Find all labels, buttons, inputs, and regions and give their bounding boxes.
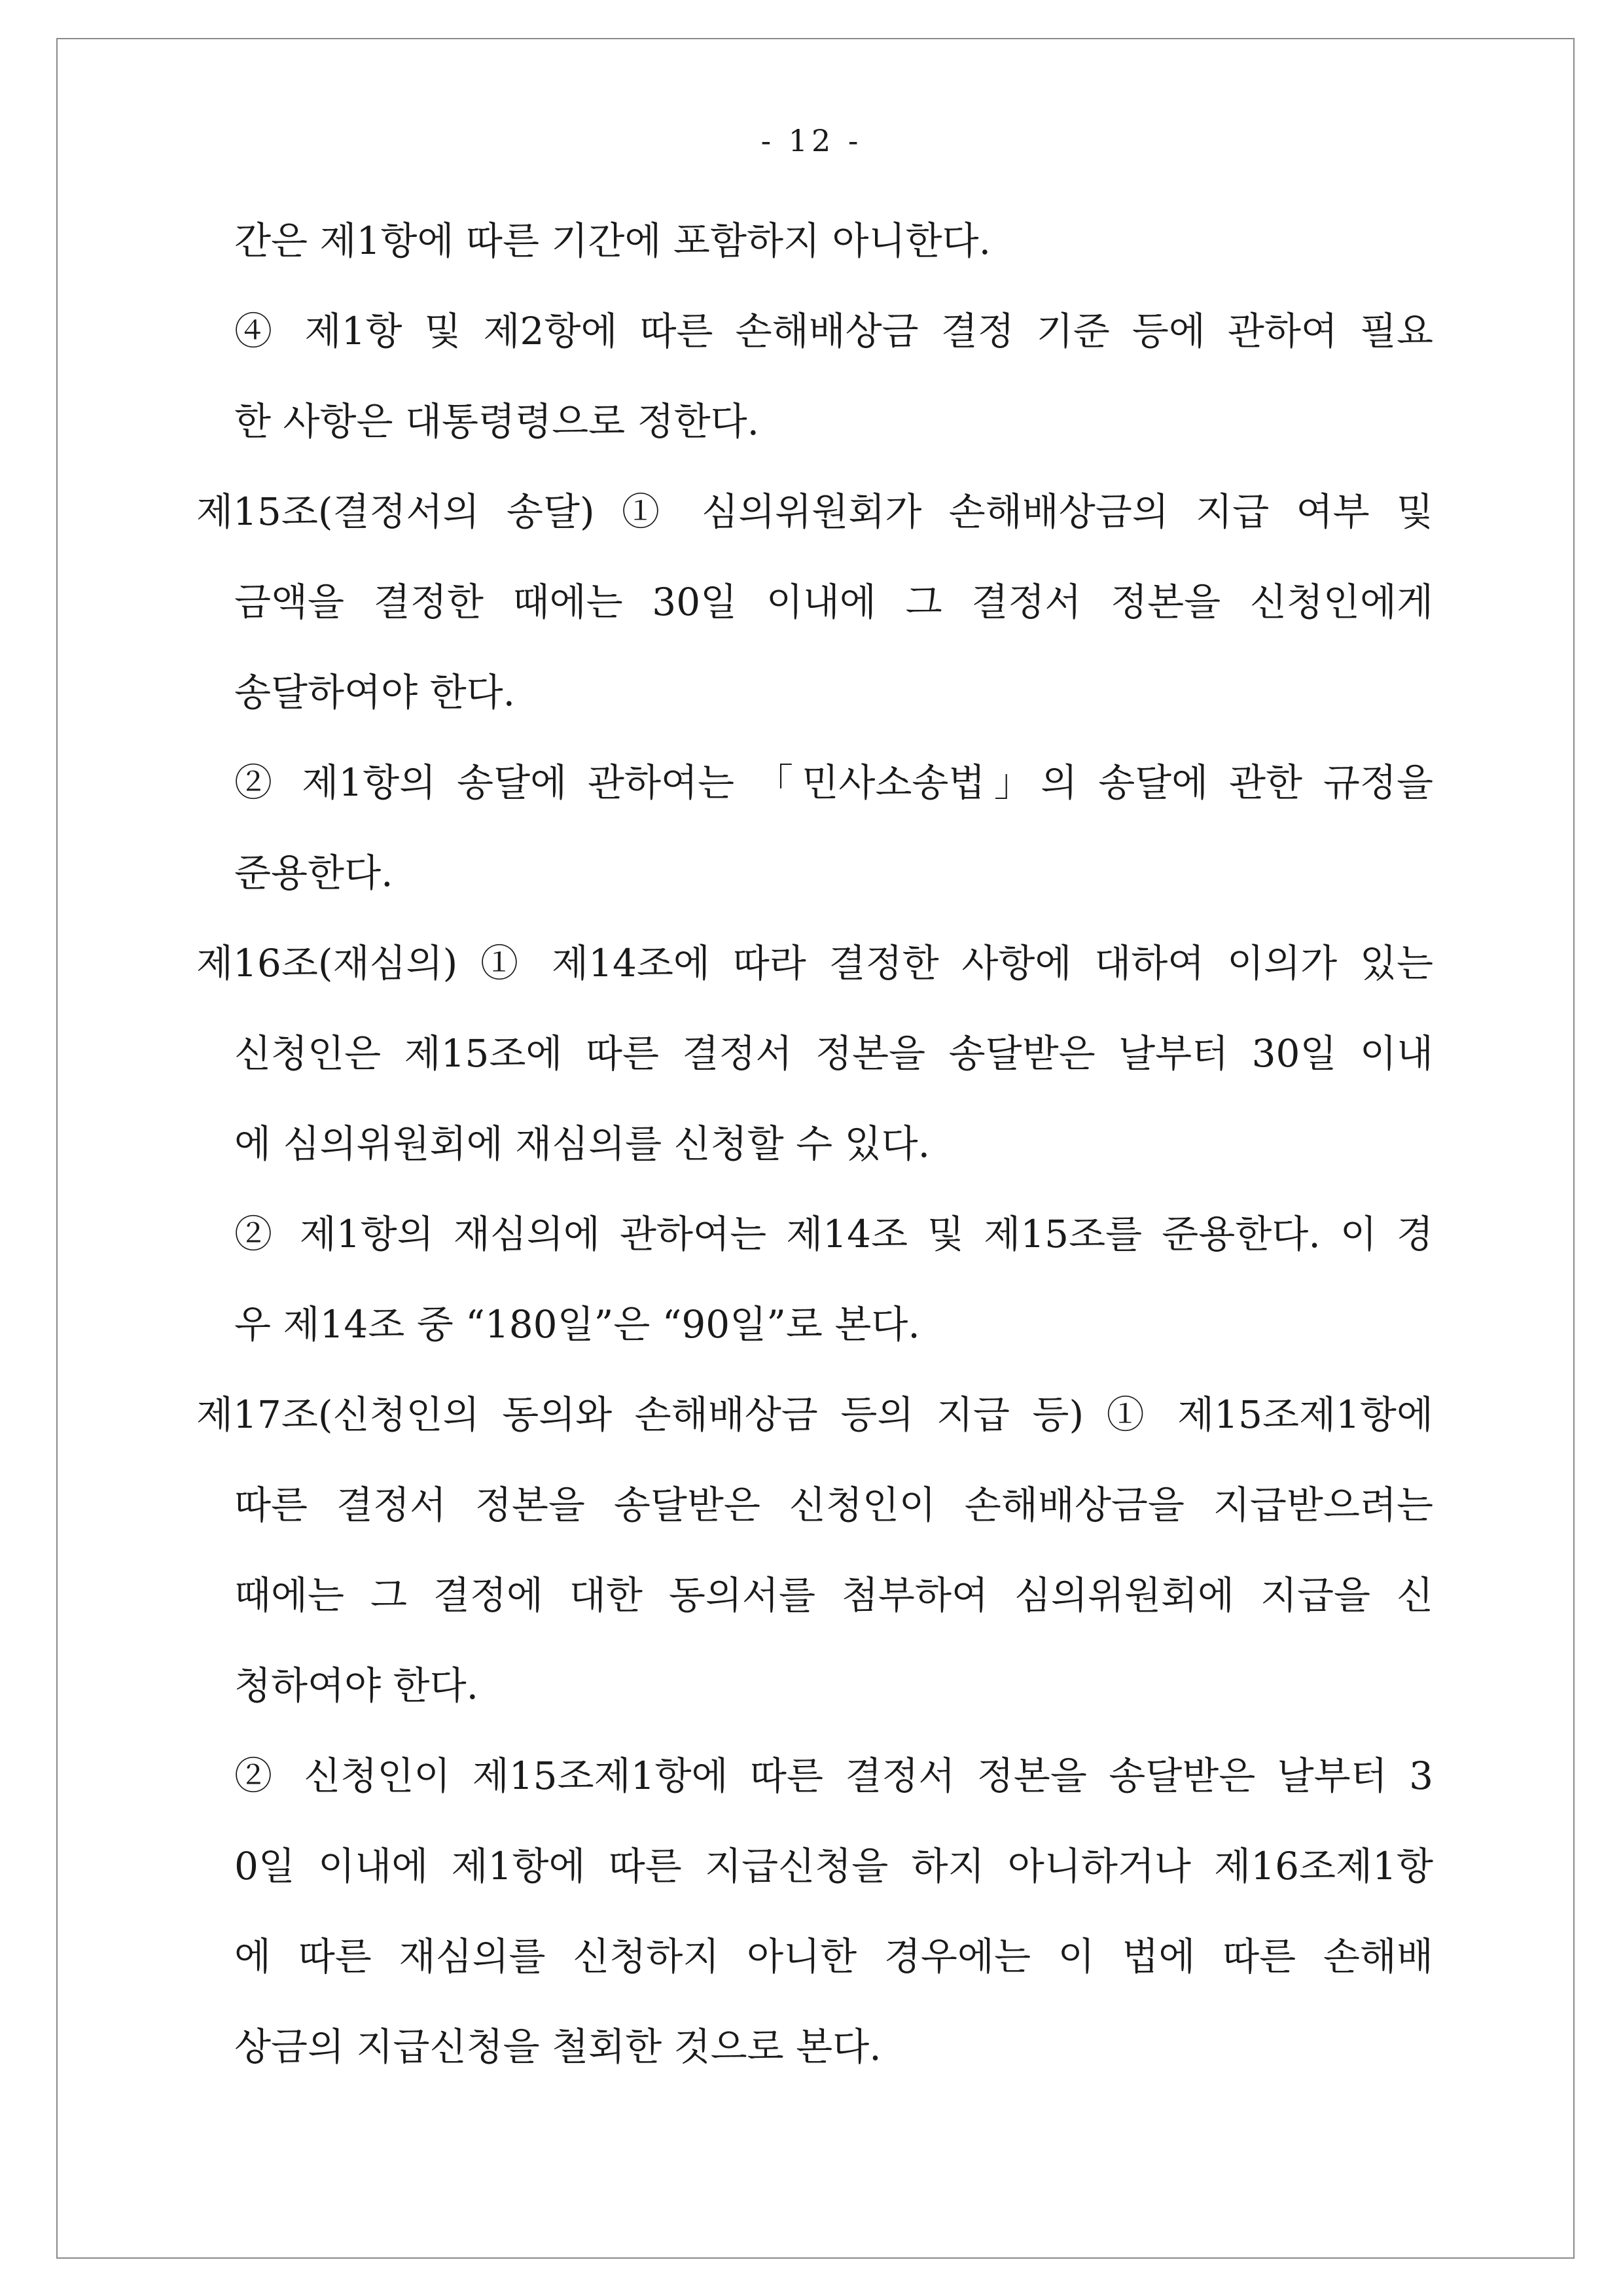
text-line: 상금의 지급신청을 철회한 것으로 본다.: [234, 2024, 882, 2069]
text-line: 우 제14조 중 “180일”은 “90일”로 본다.: [234, 1302, 920, 1347]
text-line: 한 사항은 대통령령으로 정한다.: [234, 399, 760, 444]
text-line: 0일 이내에 제1항에 따른 지급신청을 하지 아니하거나 제16조제1항: [234, 1844, 1433, 1888]
text-line: ② 제1항의 재심의에 관하여는 제14조 및 제15조를 준용한다. 이 경: [234, 1212, 1433, 1256]
article-heading-16: 제16조(재심의) ① 제14조에 따라 결정한 사항에 대하여 이의가 있는: [196, 941, 1433, 985]
page-number: - 12 -: [760, 123, 863, 158]
text-line: 간은 제1항에 따른 기간에 포함하지 아니한다.: [234, 219, 991, 263]
article-heading-17: 제17조(신청인의 동의와 손해배상금 등의 지급 등) ① 제15조제1항에: [196, 1392, 1433, 1437]
text-line: 에 따른 재심의를 신청하지 아니한 경우에는 이 법에 따른 손해배: [234, 1934, 1433, 1979]
text-line: 때에는 그 결정에 대한 동의서를 첨부하여 심의위원회에 지급을 신: [234, 1573, 1433, 1617]
text-line: ② 신청인이 제15조제1항에 따른 결정서 정본을 송달받은 날부터 3: [234, 1754, 1433, 1798]
article-heading-15: 제15조(결정서의 송달) ① 심의위원회가 손해배상금의 지급 여부 및: [196, 489, 1433, 534]
text-line: 청하여야 한다.: [234, 1663, 479, 1708]
text-line: 에 심의위원회에 재심의를 신청할 수 있다.: [234, 1122, 931, 1166]
text-line: ② 제1항의 송달에 관하여는 「민사소송법」의 송달에 관한 규정을: [234, 760, 1433, 805]
text-line: 신청인은 제15조에 따른 결정서 정본을 송달받은 날부터 30일 이내: [234, 1031, 1433, 1076]
text-line: 송달하여야 한다.: [234, 670, 516, 715]
text-line: ④ 제1항 및 제2항에 따른 손해배상금 결정 기준 등에 관하여 필요: [234, 309, 1433, 353]
text-line: 준용한다.: [234, 851, 393, 895]
text-line: 따른 결정서 정본을 송달받은 신청인이 손해배상금을 지급받으려는: [234, 1483, 1433, 1527]
text-line: 금액을 결정한 때에는 30일 이내에 그 결정서 정본을 신청인에게: [234, 580, 1433, 624]
